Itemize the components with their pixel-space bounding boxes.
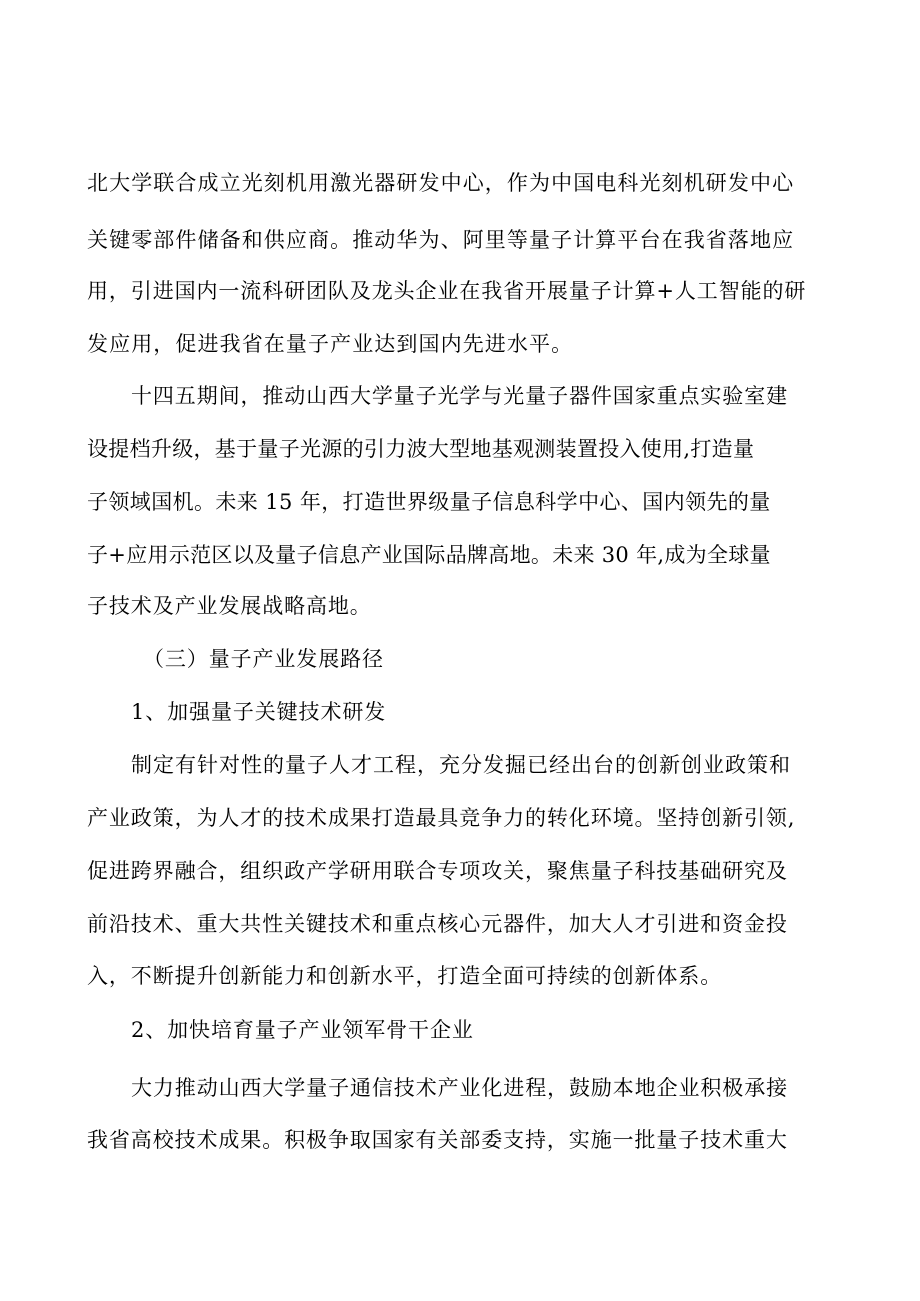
- paragraph-4-line-1: 大力推动山西大学量子通信技术产业化进程，鼓励本地企业积极承接: [131, 1076, 788, 1100]
- paragraph-2-line-5: 子技术及产业发展战略高地。: [87, 594, 372, 618]
- section-heading: （三）量子产业发展路径: [143, 647, 384, 671]
- subheading-2: 2、加快培育量子产业领军骨干企业: [131, 1018, 474, 1042]
- paragraph-2-line-3: 子领域国机。未来 15 年，打造世界级量子信息科学中心、国内领先的量: [87, 490, 771, 514]
- paragraph-3-line-2: 产业政策，为人才的技术成果打造最具竞争力的转化环境。坚持创新引领,: [87, 806, 796, 830]
- paragraph-2-line-2: 设提档升级，基于量子光源的引力波大型地基观测装置投入使用,打造量: [87, 437, 755, 461]
- paragraph-2-line-1: 十四五期间，推动山西大学量子光学与光量子器件国家重点实验室建: [131, 384, 788, 408]
- paragraph-1-line-4: 发应用，促进我省在量子产业达到国内先进水平。: [87, 332, 574, 356]
- paragraph-1-line-3: 用，引进国内一流科研团队及龙头企业在我省开展量子计算+人工智能的研: [87, 279, 807, 303]
- paragraph-3-line-4: 前沿技术、重大共性关键技术和重点核心元器件，加大人才引进和资金投: [87, 912, 788, 936]
- paragraph-1-line-1: 北大学联合成立光刻机用激光器研发中心，作为中国电科光刻机研发中心: [87, 171, 795, 195]
- paragraph-4-line-2: 我省高校技术成果。积极争取国家有关部委支持，实施一批量子技术重大: [87, 1128, 788, 1152]
- paragraph-3-line-1: 制定有针对性的量子人才工程，充分发掘已经出台的创新创业政策和: [131, 753, 791, 777]
- paragraph-1-line-2: 关键零部件储备和供应商。推动华为、阿里等量子计算平台在我省落地应: [87, 228, 795, 252]
- subheading-1: 1、加强量子关键技术研发: [131, 700, 387, 724]
- paragraph-3-line-3: 促进跨界融合，组织政产学研用联合专项攻关，聚焦量子科技基础研究及: [87, 859, 788, 883]
- paragraph-3-line-5: 入，不断提升创新能力和创新水平，打造全面可持续的创新体系。: [87, 964, 723, 988]
- paragraph-2-line-4: 子+应用示范区以及量子信息产业国际品牌高地。未来 30 年,成为全球量: [87, 543, 771, 567]
